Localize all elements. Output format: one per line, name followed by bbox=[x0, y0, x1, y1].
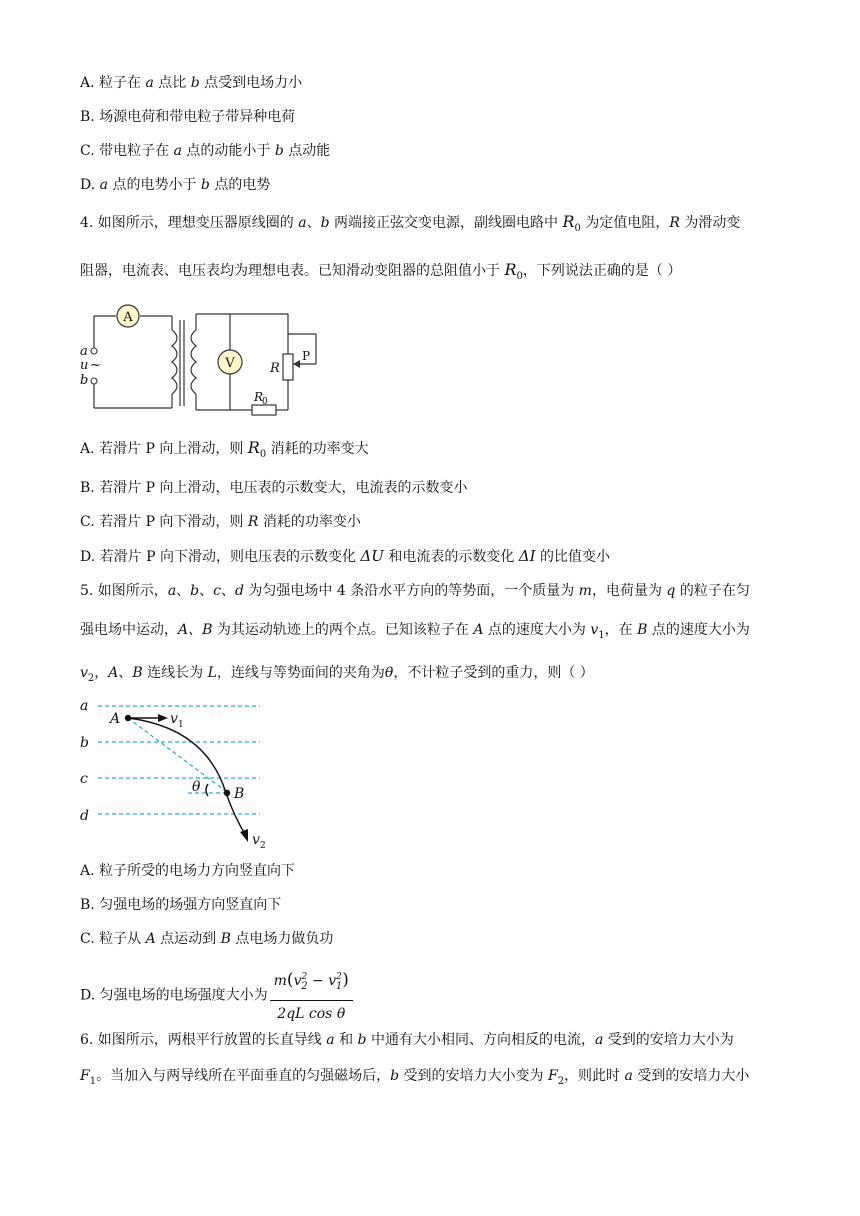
svg-text:V: V bbox=[225, 356, 235, 371]
q4-option-a: A. 若滑片 P 向上滑动，则 $R_0$ 消耗的功率变大 bbox=[80, 438, 369, 460]
svg-text:u: u bbox=[80, 358, 89, 373]
svg-text:b: b bbox=[80, 735, 89, 751]
svg-text:v: v bbox=[252, 832, 260, 848]
svg-text:a: a bbox=[80, 344, 88, 359]
q5-option-a: A. 粒子所受的电场力方向竖直向下 bbox=[80, 863, 296, 879]
svg-text:v: v bbox=[170, 711, 178, 727]
q4-option-c: C. 若滑片 P 向下滑动，则 R 消耗的功率变小 bbox=[80, 514, 361, 530]
q5-stem-line3: $v_2$，A、B 连线长为 L，连线与等势面间的夹角为θ，不计粒子受到的重力，则（ ） bbox=[80, 665, 594, 684]
q3-option-d: D. a 点的电势小于 b 点的电势 bbox=[80, 177, 271, 193]
q4-stem-line1: 4. 如图所示，理想变压器原线圈的 a、b 两端接正弦交变电源，副线圈电路中 $R_0$ 为定值电阻，R 为滑动变 bbox=[80, 212, 741, 234]
q3-option-a: A. 粒子在 a 点比 b 点受到电场力小 bbox=[80, 75, 303, 91]
svg-text:d: d bbox=[80, 808, 89, 824]
q5-stem-line1: 5. 如图所示，a、b、c、d 为匀强电场中 4 条沿水平方向的等势面，一个质量为 m，电荷量为 q 的粒子在匀 bbox=[80, 583, 750, 599]
svg-text:θ: θ bbox=[192, 779, 201, 795]
q4-stem-line2: 阻器，电流表、电压表均为理想电表。已知滑动变阻器的总阻值小于 $R_0$，下列说法正确的是（ ） bbox=[80, 260, 682, 282]
q4-option-b: B. 若滑片 P 向上滑动，电压表的示数变大，电流表的示数变小 bbox=[80, 480, 468, 496]
svg-text:b: b bbox=[80, 373, 89, 388]
svg-text:1: 1 bbox=[178, 720, 184, 730]
svg-text:a: a bbox=[80, 698, 89, 714]
transformer-circuit-diagram bbox=[76, 298, 336, 418]
svg-text:c: c bbox=[80, 771, 88, 787]
svg-text:B: B bbox=[234, 786, 245, 802]
q5-option-d: D. 匀强电场的电场强度大小为 $\frac{m(v^2_2 - v^2_1)}{\text{2qL cos θ}}$ bbox=[80, 966, 353, 1025]
field-strength-formula: $\frac{m(v^2_2 - v^2_1)}{\text{2qL cos θ}}$ bbox=[270, 966, 353, 1025]
q5-stem-line2: 强电场中运动，A、B 为其运动轨迹上的两个点。已知该粒子在 A 点的速度大小为 $v_1$，在 B 点的速度大小为 bbox=[80, 622, 750, 641]
svg-text:0: 0 bbox=[262, 397, 268, 407]
q3-option-b: B. 场源电荷和带电粒子带异种电荷 bbox=[80, 109, 296, 125]
q3-option-c: C. 带电粒子在 a 点的动能小于 b 点动能 bbox=[80, 143, 331, 159]
svg-text:R: R bbox=[270, 361, 280, 376]
q6-line2: $F_1$。当加入与两导线所在平面垂直的匀强磁场后，b 受到的安培力大小变为 $F_2$，则此时 a 受到的安培力大小 bbox=[80, 1068, 750, 1087]
svg-text:2: 2 bbox=[260, 841, 266, 851]
q5-option-c: C. 粒子从 A 点运动到 B 点电场力做负功 bbox=[80, 931, 334, 947]
svg-text:R: R bbox=[254, 390, 264, 404]
svg-text:A: A bbox=[123, 310, 133, 325]
q4-option-d: D. 若滑片 P 向下滑动，则电压表的示数变化 ΔU 和电流表的示数变化 ΔI 的比值变小 bbox=[80, 547, 611, 565]
svg-text:P: P bbox=[302, 349, 311, 363]
svg-text:A: A bbox=[110, 711, 121, 727]
electric-field-diagram bbox=[76, 696, 276, 856]
voltmeter-icon bbox=[218, 350, 242, 374]
svg-text:~: ~ bbox=[90, 358, 101, 373]
q5-option-b: B. 匀强电场的场强方向竖直向下 bbox=[80, 897, 282, 913]
q6-line1: 6. 如图所示，两根平行放置的长直导线 a 和 b 中通有大小相同、方向相反的电流，a 受到的安培力大小为 bbox=[80, 1032, 734, 1048]
ammeter-icon bbox=[117, 305, 139, 327]
